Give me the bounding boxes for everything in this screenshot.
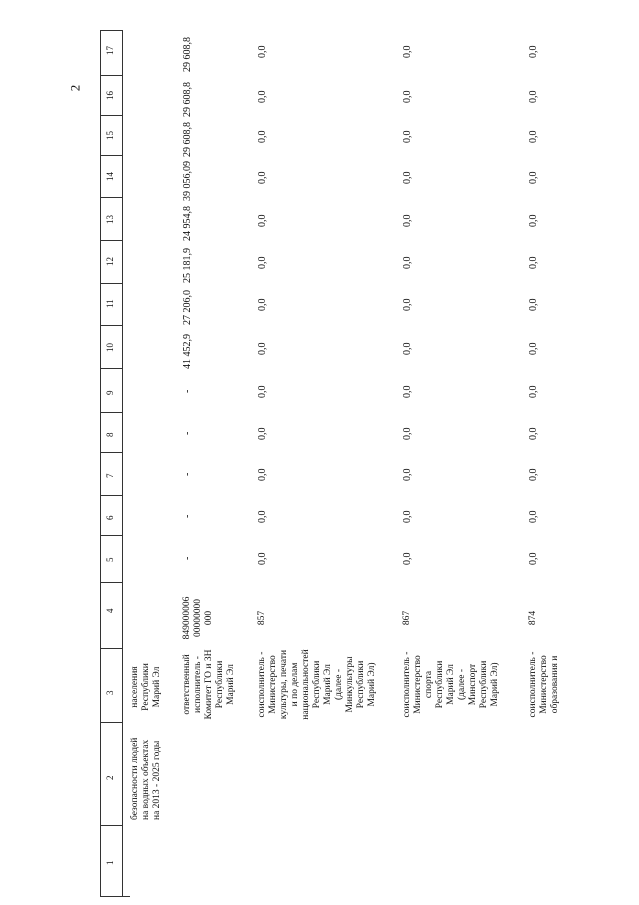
value-cell: 0,0	[402, 298, 413, 312]
executor-cell-line: Марий Эл	[226, 664, 236, 705]
value-cell: 41 452,9	[182, 334, 193, 369]
table-bottom-edge	[100, 896, 130, 897]
executor-cell-line: Марий Эл	[323, 664, 333, 705]
header-col-divider	[100, 535, 122, 536]
program-name-cell-line: на 2013 - 2025 годы	[152, 740, 162, 820]
executor-cell-line: Министерство	[268, 655, 278, 714]
budget-code-cell	[257, 588, 268, 648]
header-col-divider	[100, 325, 122, 326]
header-col-divider	[100, 283, 122, 284]
value-cell: -	[182, 472, 193, 476]
value-cell: -	[182, 431, 193, 435]
header-col-number: 10	[105, 343, 115, 352]
executor-cell-line: исполнитель -	[193, 656, 203, 713]
executor-cell-line: национальностей	[301, 649, 311, 720]
header-col-number: 2	[105, 775, 115, 780]
executor-cell-line: соисполнитель -	[257, 651, 267, 718]
value-cell: 0,0	[257, 256, 268, 270]
value-cell: 0,0	[257, 171, 268, 185]
header-col-divider	[100, 582, 122, 583]
population-cell-line: населения	[130, 666, 140, 708]
value-cell: 0,0	[528, 214, 539, 228]
value-cell: 0,0	[528, 130, 539, 144]
value-cell: 0,0	[402, 171, 413, 185]
population-cell-line: Марий Эл	[152, 666, 162, 708]
value-cell: 0,0	[257, 342, 268, 356]
value-cell: 0,0	[257, 90, 268, 104]
header-col-number: 9	[105, 390, 115, 395]
header-col-divider	[100, 368, 122, 369]
header-col-number: 14	[105, 172, 115, 181]
executor-cell	[402, 647, 501, 722]
population-cell-line: Республики	[141, 663, 151, 711]
executor-cell-line: Министерство	[539, 655, 549, 714]
value-cell: 0,0	[402, 342, 413, 356]
header-col-number: 6	[105, 515, 115, 520]
header-col-divider	[100, 115, 122, 116]
executor-cell-line: культуры, печати	[279, 649, 289, 720]
value-cell: 0,0	[528, 171, 539, 185]
header-left-border	[100, 30, 101, 896]
executor-cell-line: Марий Эл)	[490, 662, 500, 707]
executor-cell-line: соисполнитель -	[528, 651, 538, 718]
page-number: 2	[67, 84, 83, 92]
budget-code-cell-line: 00000000	[193, 599, 203, 637]
budget-code-cell	[528, 588, 539, 648]
header-col-number: 8	[105, 432, 115, 437]
value-cell: -	[182, 389, 193, 393]
executor-cell-line: ответственный	[182, 654, 192, 715]
header-col-divider	[100, 452, 122, 453]
header-col-divider	[100, 825, 122, 826]
program-name-cell-line: безопасности людей	[130, 737, 140, 820]
population-cell	[130, 652, 163, 722]
header-col-number: 5	[105, 557, 115, 562]
executor-cell	[257, 647, 378, 722]
value-cell: 39 056,09	[182, 160, 193, 201]
value-cell: 0,0	[402, 468, 413, 482]
header-col-divider	[100, 197, 122, 198]
value-cell: 0,0	[257, 468, 268, 482]
value-cell: 0,0	[402, 510, 413, 524]
header-col-divider	[100, 722, 122, 723]
value-cell: 0,0	[402, 385, 413, 399]
value-cell: 0,0	[402, 130, 413, 144]
value-cell: 0,0	[528, 45, 539, 59]
value-cell: 0,0	[257, 385, 268, 399]
value-cell: 0,0	[528, 468, 539, 482]
executor-cell-line: соисполнитель -	[402, 651, 412, 718]
header-col-number: 16	[105, 91, 115, 100]
value-cell: 25 181,9	[182, 248, 193, 283]
executor-cell-line: Республики	[435, 660, 445, 709]
header-col-divider	[100, 412, 122, 413]
value-cell: 0,0	[257, 130, 268, 144]
value-cell: 0,0	[528, 427, 539, 441]
budget-code-cell	[182, 588, 215, 648]
value-cell: 0,0	[257, 427, 268, 441]
executor-cell-line: Комитет ГО и ЗН	[204, 649, 214, 720]
executor-cell-line: Марий Эл)	[367, 662, 377, 707]
budget-code-cell-line: 874	[528, 610, 538, 626]
budget-code-cell-line: 000	[204, 610, 214, 626]
header-col-number: 1	[105, 860, 115, 865]
value-cell: 0,0	[528, 510, 539, 524]
value-cell: 0,0	[402, 256, 413, 270]
value-cell: 0,0	[402, 90, 413, 104]
budget-code-cell-line: 857	[257, 610, 267, 626]
value-cell: 0,0	[528, 90, 539, 104]
header-col-divider	[100, 495, 122, 496]
header-col-number: 12	[105, 257, 115, 266]
value-cell: -	[182, 514, 193, 518]
executor-cell	[182, 647, 237, 722]
executor-cell-line: образования и	[550, 655, 560, 714]
executor-cell-line: Министерство	[413, 655, 423, 714]
header-col-number: 7	[105, 473, 115, 478]
value-cell: 0,0	[402, 45, 413, 59]
executor-cell-line: Минспорт	[468, 663, 478, 706]
header-col-number: 15	[105, 131, 115, 140]
value-cell: 29 608,8	[182, 122, 193, 157]
executor-cell-line: Марий Эл	[446, 664, 456, 705]
value-cell: 0,0	[402, 427, 413, 441]
budget-code-cell-line: 849000006	[182, 596, 192, 640]
header-col-divider	[100, 155, 122, 156]
header-col-number: 3	[105, 690, 115, 695]
value-cell: 29 608,8	[182, 82, 193, 117]
executor-cell-line: (далее -	[334, 669, 344, 701]
header-col-divider	[100, 240, 122, 241]
executor-cell-line: Минкультуры	[345, 656, 355, 713]
value-cell: 27 206,0	[182, 290, 193, 325]
header-col-divider	[100, 30, 122, 31]
value-cell: 0,0	[528, 298, 539, 312]
budget-code-cell-line: 867	[402, 610, 412, 626]
header-col-divider	[100, 648, 122, 649]
executor-cell-line: и по делам	[290, 662, 300, 707]
value-cell: 0,0	[528, 385, 539, 399]
value-cell: 0,0	[257, 298, 268, 312]
header-col-divider	[100, 75, 122, 76]
value-cell: 0,0	[257, 214, 268, 228]
value-cell: -	[182, 556, 193, 560]
executor-cell-line: Республики	[312, 660, 322, 709]
executor-cell-line: Республики	[215, 660, 225, 709]
header-col-number: 11	[105, 299, 115, 308]
executor-cell-line: (далее -	[457, 669, 467, 701]
value-cell: 0,0	[402, 214, 413, 228]
executor-cell-line: Республики	[479, 660, 489, 709]
value-cell: 0,0	[257, 552, 268, 566]
budget-code-cell	[402, 588, 413, 648]
value-cell: 0,0	[528, 552, 539, 566]
value-cell: 24 954,8	[182, 206, 193, 241]
value-cell: 29 608,8	[182, 37, 193, 72]
value-cell: 0,0	[528, 256, 539, 270]
executor-cell	[528, 647, 561, 722]
value-cell: 0,0	[528, 342, 539, 356]
header-col-number: 13	[105, 215, 115, 224]
value-cell: 0,0	[257, 510, 268, 524]
value-cell: 0,0	[257, 45, 268, 59]
program-name-cell	[130, 730, 163, 820]
header-col-number: 4	[105, 608, 115, 613]
value-cell: 0,0	[402, 552, 413, 566]
executor-cell-line: спорта	[424, 670, 434, 699]
executor-cell-line: Республики	[356, 660, 366, 709]
header-right-border	[122, 30, 123, 896]
header-col-number: 17	[105, 46, 115, 55]
program-name-cell-line: на водных объектах	[141, 739, 151, 820]
